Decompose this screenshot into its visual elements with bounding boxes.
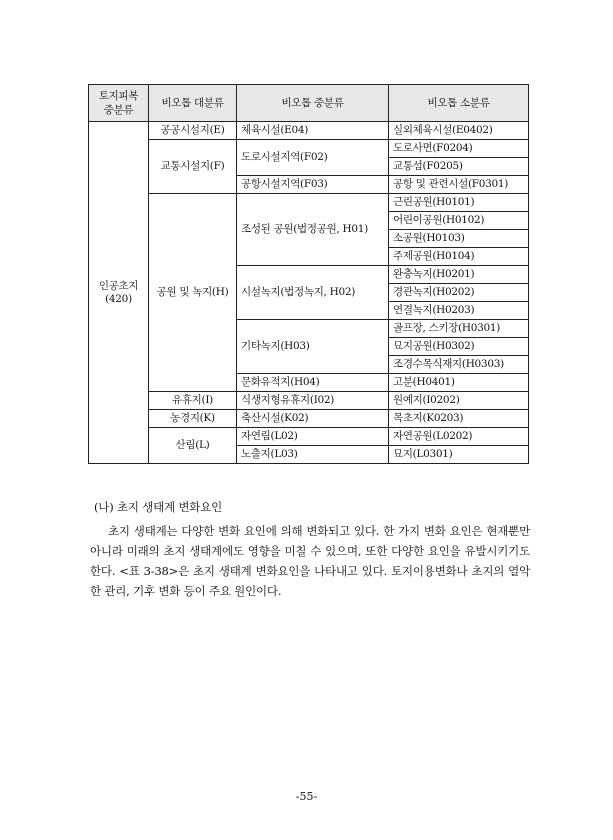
mid-cell: 기타녹지(H03) <box>237 320 389 374</box>
minor-cell: 연결녹지(H0203) <box>389 302 529 320</box>
minor-cell: 원예지(I0202) <box>389 392 529 410</box>
mid-cell: 체육시설(E04) <box>237 122 389 140</box>
minor-cell: 자연공원(L0202) <box>389 428 529 446</box>
table-row <box>89 410 529 428</box>
minor-cell: 교통섬(F0205) <box>389 158 529 176</box>
minor-cell: 실외체육시설(E0402) <box>389 122 529 140</box>
minor-cell: 목초지(K0203) <box>389 410 529 428</box>
major-cell: 유휴지(I) <box>149 392 237 410</box>
page-number: -55- <box>295 790 318 803</box>
header-minor: 비오톱 소분류 <box>389 85 529 122</box>
mid-cell: 문화유적지(H04) <box>237 374 389 392</box>
major-cell: 공공시설지(E) <box>149 122 237 140</box>
table-row <box>89 428 529 446</box>
table-row <box>89 140 529 158</box>
mid-cell: 도로시설지역(F02) <box>237 140 389 176</box>
minor-cell: 고분(H0401) <box>389 374 529 392</box>
minor-cell: 완충녹지(H0201) <box>389 266 529 284</box>
minor-cell: 묘지(L0301) <box>389 446 529 464</box>
minor-cell: 조경수목식재지(H0303) <box>389 356 529 374</box>
table-row <box>89 392 529 410</box>
mid-cell: 조성된 공원(법정공원, H01) <box>237 194 389 266</box>
minor-cell: 묘지공원(H0302) <box>389 338 529 356</box>
minor-cell: 어린이공원(H0102) <box>389 212 529 230</box>
table-row <box>89 122 529 140</box>
mid-cell: 식생지형유휴지(I02) <box>237 392 389 410</box>
mid-cell: 시설녹지(법정녹지, H02) <box>237 266 389 320</box>
minor-cell: 경관녹지(H0202) <box>389 284 529 302</box>
minor-cell: 주제공원(H0104) <box>389 248 529 266</box>
body-paragraph: 초지 생태계는 다양한 변화 요인에 의해 변화되고 있다. 한 가지 변화 요인은 현재뿐만 아니라 미래의 초지 생태계에도 영향을 미칠 수 있으며, 또한 다양한 요인을 유발시키기도 한다. <표 3-38>은 초지 생태계 변화요인을 나타내고 있다. 토지이용변화나 초지의 열악한 관리, 기후 변화 등이 주요 원인이다. <box>90 524 530 598</box>
minor-cell: 골프장, 스키장(H0301) <box>389 320 529 338</box>
table-row <box>89 194 529 212</box>
minor-cell: 도로사면(F0204) <box>389 140 529 158</box>
mid-cell: 자연림(L02) <box>237 428 389 446</box>
major-cell: 교통시설지(F) <box>149 140 237 194</box>
mid-cell: 노출지(L03) <box>237 446 389 464</box>
landcover-category: 인공초지 (420) <box>89 122 149 464</box>
section-heading: (나) 초지 생태계 변화요인 <box>94 500 223 514</box>
major-cell: 공원 및 녹지(H) <box>149 194 237 392</box>
header-major: 비오톱 대분류 <box>149 85 237 122</box>
header-mid: 비오톱 중분류 <box>237 85 389 122</box>
major-cell: 농경지(K) <box>149 410 237 428</box>
major-cell: 산림(L) <box>149 428 237 464</box>
biotope-table <box>88 84 529 464</box>
minor-cell: 공항 및 관련시설(F0301) <box>389 176 529 194</box>
minor-cell: 소공원(H0103) <box>389 230 529 248</box>
header-landcover: 토지피복 중분류 <box>89 85 149 122</box>
table-header-row <box>89 85 529 122</box>
mid-cell: 축산시설(K02) <box>237 410 389 428</box>
minor-cell: 근린공원(H0101) <box>389 194 529 212</box>
mid-cell: 공항시설지역(F03) <box>237 176 389 194</box>
